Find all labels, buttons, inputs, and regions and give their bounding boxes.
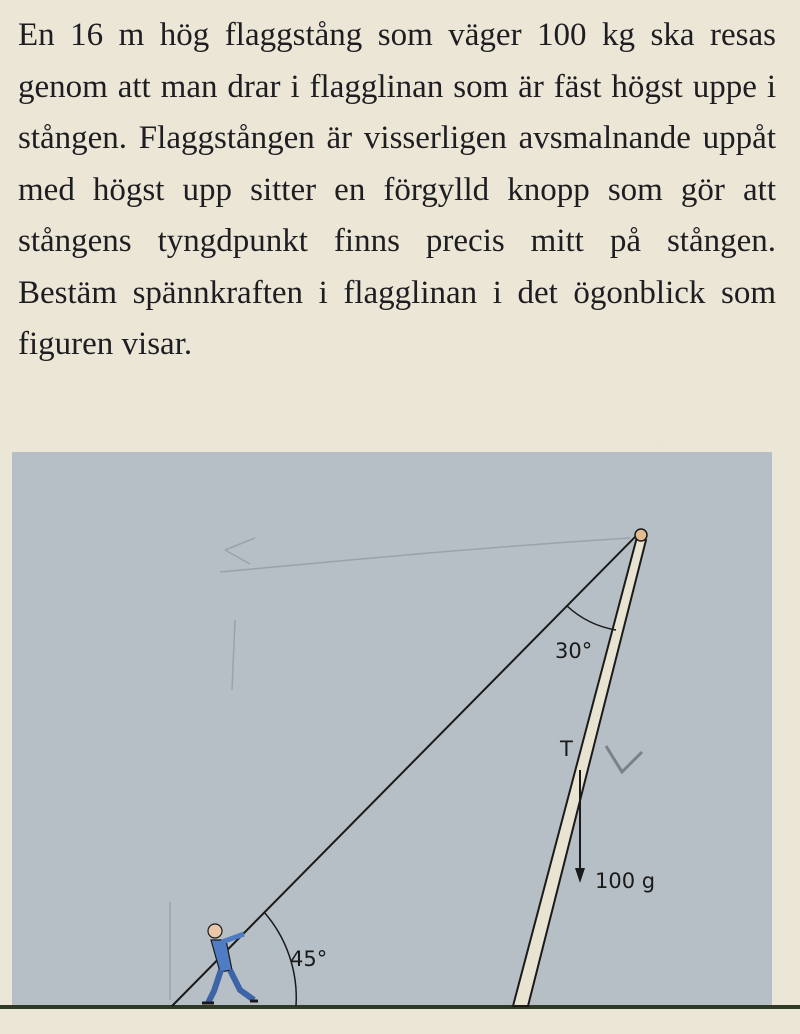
weight-label: 100 g [595,869,656,893]
person-head [208,924,222,938]
angle-label-30: 30° [555,639,593,663]
problem-text: En 16 m hög flaggstång som väger 100 kg ska resas genom att man drar i flagglinan som är fäst högst uppe i stången. Flaggstången är visserligen avsmalnande uppåt med högst upp sitter en förgylld knopp som gör att stångens tyngdpunkt finns precis mitt på stången. Bestäm spännkraften i flagglinan i det ögonblick som figuren visar. [18,17,776,362]
angle-label-45: 45° [290,947,328,971]
pole-knob [635,529,647,541]
tension-label: T [560,737,573,761]
flagpole-figure [0,440,800,1034]
sky-background [12,452,772,1006]
